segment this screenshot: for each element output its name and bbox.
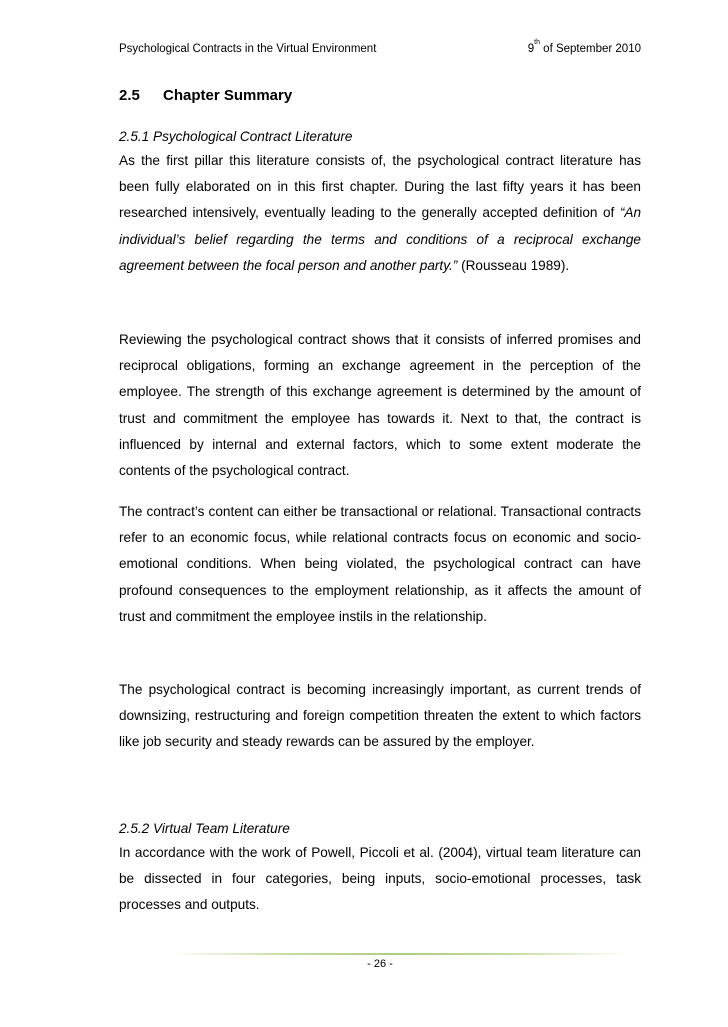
chapter-number: 2.5	[119, 87, 140, 104]
header-date-rest: of September 2010	[539, 43, 641, 55]
section-heading: 2.5.1 Psychological Contract Literature	[119, 129, 353, 144]
paragraph-block	[119, 677, 641, 756]
paragraph-block	[119, 499, 641, 630]
chapter-title: Chapter Summary	[163, 87, 293, 104]
section-psychological-contract	[119, 126, 641, 279]
paragraph: The psychological contract is becoming increasingly important, as current trends of downsizing, restructuring and foreign competition threaten the extent to which factors like job security and steady rewards can be assured by the employer.	[119, 682, 641, 750]
paragraph	[119, 148, 641, 279]
header-title: Psychological Contracts in the Virtual Environment	[119, 43, 377, 55]
paragraph: In accordance with the work of Powell, Piccoli et al. (2004), virtual team literature can be dissected in four categories, being inputs, socio-emotional processes, task processes and outputs.	[119, 845, 641, 913]
section-virtual-team	[119, 818, 641, 919]
chapter-heading	[119, 87, 292, 104]
paragraph-text: As the first pillar this literature consists of, the psychological contract literature has been fully elaborated on in this first chapter. During the last fifty years it has been researched intensively, eventually leading to the generally accepted definition of	[119, 153, 641, 221]
paragraph-block	[119, 327, 641, 484]
citation-text: (Rousseau 1989).	[457, 257, 570, 273]
definition-quote: “An individual’s belief regarding the terms and conditions of a reciprocal exchange agreement between the focal person and another party.”	[119, 205, 641, 273]
page-number: - 26 -	[367, 958, 393, 970]
header-date	[527, 39, 641, 55]
header-date-suffix: th	[534, 39, 540, 46]
header-date-day: 9	[527, 43, 535, 55]
footer-divider	[169, 953, 629, 955]
paragraph: Reviewing the psychological contract shows that it consists of inferred promises and reciprocal obligations, forming an exchange agreement in the perception of the employee. The strength of this exchange agreement is determined by the amount of trust and commitment the employee has towards it. Next to that, the contract is influenced by internal and external factors, which to some extent moderate the contents of the psychological contract.	[119, 332, 641, 479]
section-heading: 2.5.2 Virtual Team Literature	[119, 821, 290, 836]
paragraph: The contract’s content can either be transactional or relational. Transactional contracts refer to an economic focus, while relational contracts focus on economic and socio-emotional conditions. When being violated, the psychological contract can have profound consequences to the employment relationship, as it affects the amount of trust and commitment the employee instils in the relationship.	[119, 504, 641, 624]
